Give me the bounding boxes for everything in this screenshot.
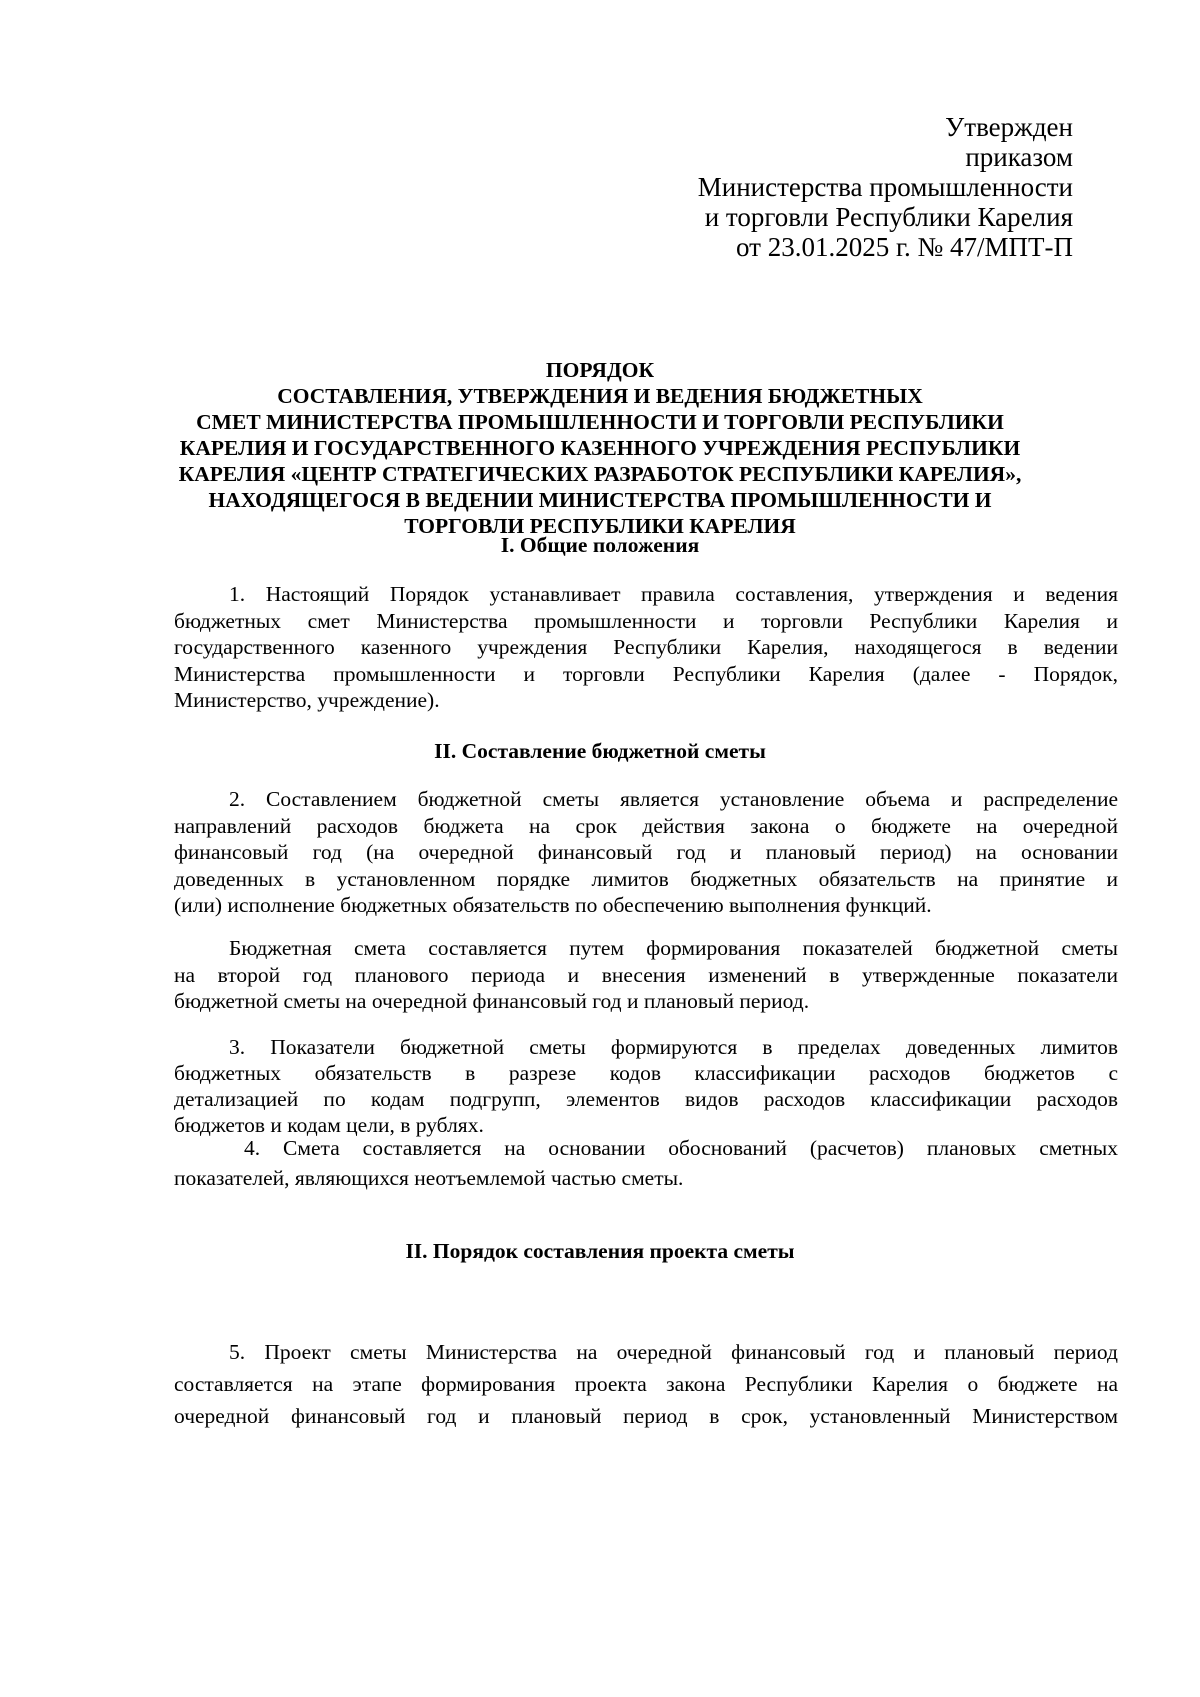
paragraph-2 — [174, 786, 1118, 919]
paragraph-line: очередной финансовый год и плановый период в срок, установленный Министерством — [174, 1404, 1118, 1428]
title-line: КАРЕЛИЯ И ГОСУДАРСТВЕННОГО КАЗЕННОГО УЧРЕЖДЕНИЯ РЕСПУБЛИКИ — [179, 436, 1021, 460]
paragraph-line: 5. Проект сметы Министерства на очередной финансовый год и плановый период — [229, 1340, 1118, 1364]
paragraph-line: 4. Смета составляется на основании обоснований (расчетов) плановых сметных — [244, 1136, 1118, 1160]
paragraph-line: показателей, являющихся неотъемлемой частью сметы. — [174, 1166, 684, 1190]
paragraph-line: Министерство, учреждение). — [174, 688, 440, 712]
paragraph-line: финансовый год (на очередной финансовый год и плановый период) на основании — [174, 840, 1118, 864]
paragraph-line: бюджетных обязательств в разрезе кодов классификации расходов бюджетов с — [174, 1061, 1118, 1085]
approval-line: приказом — [965, 142, 1073, 172]
approval-line: Министерства промышленности — [697, 172, 1073, 202]
paragraph-line: 1. Настоящий Порядок устанавливает правила составления, утверждения и ведения — [229, 582, 1118, 606]
paragraph-line: на второй год планового периода и внесения изменений в утвержденные показатели — [174, 962, 1118, 987]
paragraph-line: детализацией по кодам подгрупп, элементов видов расходов классификации расходов — [174, 1087, 1118, 1111]
paragraph-line: составляется на этапе формирования проекта закона Республики Карелия о бюджете на — [174, 1372, 1118, 1396]
paragraph-line: бюджетной сметы на очередной финансовый год и плановый период. — [174, 989, 810, 1013]
title-line: СМЕТ МИНИСТЕРСТВА ПРОМЫШЛЕННОСТИ И ТОРГОВЛИ РЕСПУБЛИКИ — [196, 410, 1004, 434]
title-line: ТОРГОВЛИ РЕСПУБЛИКИ КАРЕЛИЯ — [404, 514, 796, 538]
paragraph-line: бюджетов и кодам цели, в рублях. — [174, 1113, 484, 1137]
paragraph-line: направлений расходов бюджета на срок действия закона о бюджете на очередной — [174, 813, 1118, 838]
paragraph-line: 2. Составлением бюджетной сметы является установление объема и распределение — [229, 787, 1118, 811]
title-line: СОСТАВЛЕНИЯ, УТВЕРЖДЕНИЯ И ВЕДЕНИЯ БЮДЖЕТНЫХ — [277, 384, 923, 408]
paragraph-line: Министерства промышленности и торговли Республики Карелия (далее - Порядок, — [174, 661, 1118, 686]
title-line: ПОРЯДОК — [545, 358, 655, 382]
paragraph-line: 3. Показатели бюджетной сметы формируются в пределах доведенных лимитов — [229, 1035, 1118, 1059]
paragraph-1 — [174, 581, 1118, 714]
approval-block — [698, 112, 1073, 262]
paragraph-3 — [174, 935, 1118, 1015]
section-heading-general: I. Общие положения — [500, 533, 700, 557]
paragraph-line: бюджетных смет Министерства промышленности и торговли Республики Карелия и — [174, 608, 1118, 633]
document-title — [0, 357, 1200, 539]
paragraph-5-draft — [174, 1336, 1118, 1432]
paragraph-line: доведенных в установленном порядке лимитов бюджетных обязательств на принятие и — [174, 866, 1118, 891]
section-heading-budget: II. Составление бюджетной сметы — [434, 739, 766, 763]
title-line: КАРЕЛИЯ «ЦЕНТР СТРАТЕГИЧЕСКИХ РАЗРАБОТОК РЕСПУБЛИКИ КАРЕЛИЯ», — [178, 462, 1022, 486]
paragraph-line: (или) исполнение бюджетных обязательств по обеспечению выполнения функций. — [174, 893, 932, 917]
paragraph-4 — [174, 1034, 1118, 1138]
title-line: НАХОДЯЩЕГОСЯ В ВЕДЕНИИ МИНИСТЕРСТВА ПРОМЫШЛЕННОСТИ И — [208, 488, 992, 512]
approval-line: от 23.01.2025 г. № 47/МПТ-П — [736, 232, 1073, 262]
approval-line: и торговли Республики Карелия — [704, 202, 1073, 232]
paragraph-5 — [174, 1133, 1118, 1193]
paragraph-line: государственного казенного учреждения Республики Карелия, находящегося в ведении — [174, 635, 1118, 659]
paragraph-line: Бюджетная смета составляется путем формирования показателей бюджетной сметы — [229, 936, 1118, 960]
approval-line: Утвержден — [945, 112, 1073, 142]
section-heading-draft: II. Порядок составления проекта сметы — [405, 1239, 795, 1263]
